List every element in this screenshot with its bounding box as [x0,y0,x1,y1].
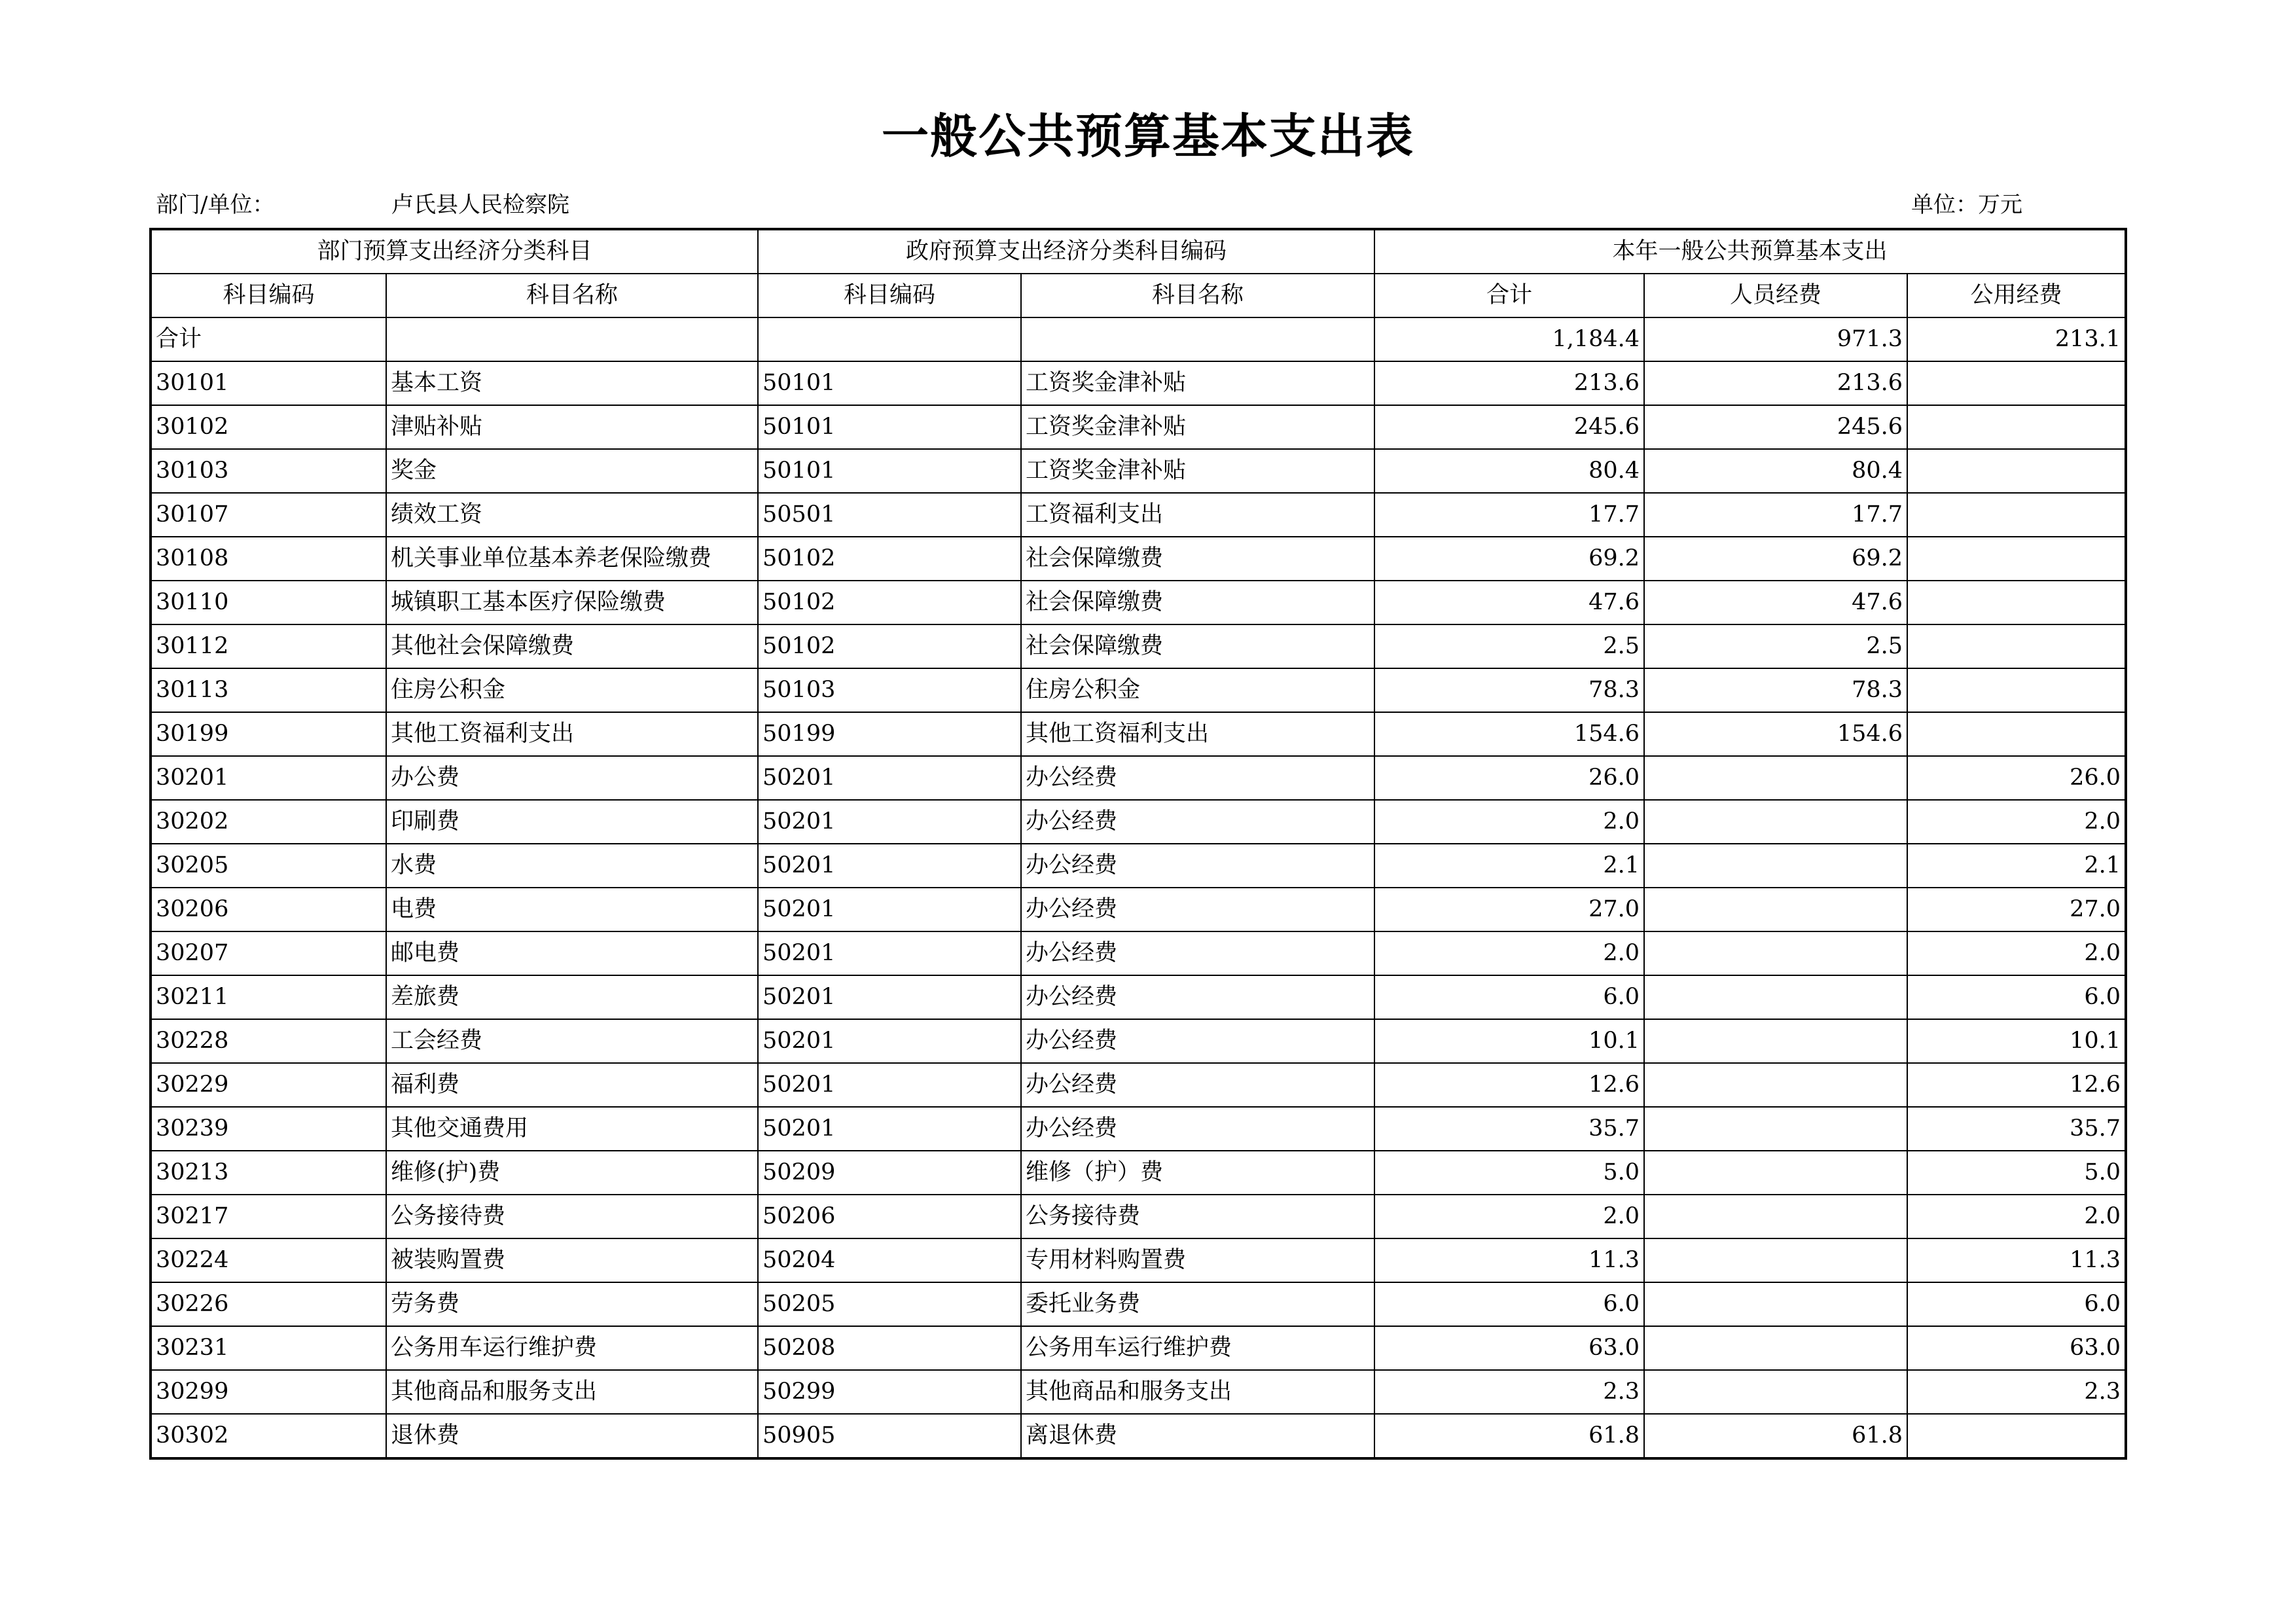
header-dept-code: 科目编码 [151,274,386,317]
total-personnel: 971.3 [1644,317,1907,361]
total-cell: 35.7 [1374,1107,1644,1151]
dept-name-cell: 被装购置费 [386,1238,758,1282]
dept-name-cell: 差旅费 [386,975,758,1019]
gov-name-cell: 工资福利支出 [1021,493,1374,537]
dept-name-cell: 邮电费 [386,931,758,975]
table-row [151,1414,2126,1458]
gov-code-cell: 50209 [758,1151,1021,1195]
dept-name-cell: 印刷费 [386,800,758,844]
gov-code-cell: 50204 [758,1238,1021,1282]
total-public: 213.1 [1907,317,2126,361]
personnel-cell: 213.6 [1644,361,1907,405]
dept-name-cell: 机关事业单位基本养老保险缴费 [386,537,758,581]
total-cell: 213.6 [1374,361,1644,405]
gov-name-cell: 办公经费 [1021,1063,1374,1107]
header-gov-name: 科目名称 [1021,274,1374,317]
dept-code-cell: 30108 [151,537,386,581]
public-cell [1907,537,2126,581]
gov-name-cell: 办公经费 [1021,888,1374,931]
dept-code-cell: 30110 [151,581,386,624]
table-row [151,1019,2126,1063]
gov-code-cell: 50102 [758,581,1021,624]
dept-code-cell: 30213 [151,1151,386,1195]
dept-name-cell: 城镇职工基本医疗保险缴费 [386,581,758,624]
gov-code-cell: 50201 [758,800,1021,844]
total-empty-cell [758,317,1021,361]
personnel-cell [1644,1063,1907,1107]
table-row [151,537,2126,581]
total-cell: 2.3 [1374,1370,1644,1414]
table-row [151,800,2126,844]
gov-code-cell: 50905 [758,1414,1021,1458]
dept-name-cell: 办公费 [386,756,758,800]
gov-name-cell: 其他工资福利支出 [1021,712,1374,756]
gov-code-cell: 50101 [758,405,1021,449]
table-row [151,581,2126,624]
table-row [151,1063,2126,1107]
dept-code-cell: 30205 [151,844,386,888]
public-cell: 27.0 [1907,888,2126,931]
total-empty-cell [1021,317,1374,361]
dept-name-cell: 基本工资 [386,361,758,405]
personnel-cell: 17.7 [1644,493,1907,537]
dept-name-cell: 其他工资福利支出 [386,712,758,756]
gov-code-cell: 50201 [758,931,1021,975]
total-empty-cell [386,317,758,361]
total-cell: 2.1 [1374,844,1644,888]
dept-name-cell: 福利费 [386,1063,758,1107]
table-row [151,668,2126,712]
group-header-expenditure: 本年一般公共预算基本支出 [1374,229,2126,274]
dept-name-cell: 水费 [386,844,758,888]
gov-name-cell: 离退休费 [1021,1414,1374,1458]
gov-name-cell: 工资奖金津补贴 [1021,361,1374,405]
public-cell: 26.0 [1907,756,2126,800]
dept-label: 部门/单位： [156,192,275,218]
group-header-dept: 部门预算支出经济分类科目 [151,229,758,274]
dept-code-cell: 30211 [151,975,386,1019]
public-cell [1907,361,2126,405]
personnel-cell [1644,1326,1907,1370]
dept-code-cell: 30113 [151,668,386,712]
dept-name-cell: 维修(护)费 [386,1151,758,1195]
table-row [151,493,2126,537]
gov-name-cell: 办公经费 [1021,844,1374,888]
personnel-cell: 61.8 [1644,1414,1907,1458]
table-row [151,931,2126,975]
gov-code-cell: 50205 [758,1282,1021,1326]
gov-name-cell: 公务接待费 [1021,1195,1374,1238]
total-cell: 2.0 [1374,1195,1644,1238]
personnel-cell [1644,1195,1907,1238]
gov-name-cell: 住房公积金 [1021,668,1374,712]
dept-name-cell: 劳务费 [386,1282,758,1326]
gov-code-cell: 50201 [758,975,1021,1019]
personnel-cell [1644,1019,1907,1063]
dept-code-cell: 30231 [151,1326,386,1370]
gov-code-cell: 50103 [758,668,1021,712]
gov-name-cell: 办公经费 [1021,1019,1374,1063]
gov-name-cell: 专用材料购置费 [1021,1238,1374,1282]
dept-code-cell: 30202 [151,800,386,844]
total-cell: 245.6 [1374,405,1644,449]
gov-code-cell: 50102 [758,624,1021,668]
total-cell: 17.7 [1374,493,1644,537]
header-public: 公用经费 [1907,274,2126,317]
gov-name-cell: 社会保障缴费 [1021,537,1374,581]
gov-code-cell: 50208 [758,1326,1021,1370]
dept-code-cell: 30302 [151,1414,386,1458]
table-row [151,756,2126,800]
total-cell: 69.2 [1374,537,1644,581]
table-row [151,1151,2126,1195]
gov-name-cell: 办公经费 [1021,975,1374,1019]
personnel-cell [1644,800,1907,844]
total-cell: 27.0 [1374,888,1644,931]
gov-name-cell: 委托业务费 [1021,1282,1374,1326]
page-title: 一般公共预算基本支出表 [881,108,1414,164]
public-cell: 6.0 [1907,975,2126,1019]
personnel-cell: 80.4 [1644,449,1907,493]
dept-name-cell: 津贴补贴 [386,405,758,449]
total-cell: 6.0 [1374,975,1644,1019]
personnel-cell: 47.6 [1644,581,1907,624]
dept-name-cell: 公务用车运行维护费 [386,1326,758,1370]
table-row [151,405,2126,449]
dept-name-cell: 绩效工资 [386,493,758,537]
table-row [151,1282,2126,1326]
total-cell: 80.4 [1374,449,1644,493]
public-cell: 35.7 [1907,1107,2126,1151]
personnel-cell [1644,1151,1907,1195]
table-row [151,361,2126,405]
gov-code-cell: 50206 [758,1195,1021,1238]
header-personnel: 人员经费 [1644,274,1907,317]
gov-name-cell: 维修（护）费 [1021,1151,1374,1195]
dept-code-cell: 30224 [151,1238,386,1282]
personnel-cell [1644,975,1907,1019]
personnel-cell: 2.5 [1644,624,1907,668]
personnel-cell [1644,1282,1907,1326]
total-cell: 2.0 [1374,800,1644,844]
gov-code-cell: 50201 [758,888,1021,931]
header-total: 合计 [1374,274,1644,317]
personnel-cell: 154.6 [1644,712,1907,756]
table-row [151,1107,2126,1151]
total-cell: 154.6 [1374,712,1644,756]
unit-label: 单位：万元 [1911,192,2022,218]
dept-code-cell: 30103 [151,449,386,493]
personnel-cell [1644,1107,1907,1151]
public-cell: 6.0 [1907,1282,2126,1326]
table-row [151,888,2126,931]
total-cell: 63.0 [1374,1326,1644,1370]
header-gov-code: 科目编码 [758,274,1021,317]
group-header-gov: 政府预算支出经济分类科目编码 [758,229,1374,274]
total-cell: 2.5 [1374,624,1644,668]
public-cell: 2.1 [1907,844,2126,888]
dept-code-cell: 30299 [151,1370,386,1414]
dept-name-cell: 电费 [386,888,758,931]
public-cell [1907,712,2126,756]
table-row [151,1195,2126,1238]
table-row [151,712,2126,756]
table-row [151,1370,2126,1414]
public-cell: 2.3 [1907,1370,2126,1414]
dept-name-cell: 其他社会保障缴费 [386,624,758,668]
gov-code-cell: 50101 [758,449,1021,493]
dept-code-cell: 30206 [151,888,386,931]
personnel-cell: 78.3 [1644,668,1907,712]
total-cell: 78.3 [1374,668,1644,712]
total-cell: 11.3 [1374,1238,1644,1282]
dept-code-cell: 30101 [151,361,386,405]
total-cell: 47.6 [1374,581,1644,624]
gov-name-cell: 办公经费 [1021,756,1374,800]
gov-name-cell: 其他商品和服务支出 [1021,1370,1374,1414]
public-cell [1907,493,2126,537]
gov-name-cell: 公务用车运行维护费 [1021,1326,1374,1370]
total-cell: 61.8 [1374,1414,1644,1458]
public-cell: 12.6 [1907,1063,2126,1107]
dept-code-cell: 30107 [151,493,386,537]
table-row [151,624,2126,668]
public-cell: 2.0 [1907,800,2126,844]
dept-value: 卢氏县人民检察院 [391,192,569,218]
public-cell [1907,405,2126,449]
public-cell: 63.0 [1907,1326,2126,1370]
dept-code-cell: 30239 [151,1107,386,1151]
gov-code-cell: 50201 [758,1107,1021,1151]
dept-code-cell: 30102 [151,405,386,449]
total-cell: 12.6 [1374,1063,1644,1107]
total-cell: 2.0 [1374,931,1644,975]
gov-name-cell: 工资奖金津补贴 [1021,405,1374,449]
gov-code-cell: 50102 [758,537,1021,581]
gov-code-cell: 50201 [758,756,1021,800]
total-cell: 26.0 [1374,756,1644,800]
gov-code-cell: 50199 [758,712,1021,756]
dept-name-cell: 工会经费 [386,1019,758,1063]
sub-header-row [151,274,2126,317]
public-cell [1907,449,2126,493]
total-cell: 5.0 [1374,1151,1644,1195]
gov-name-cell: 社会保障缴费 [1021,581,1374,624]
dept-code-cell: 30207 [151,931,386,975]
personnel-cell [1644,888,1907,931]
dept-name-cell: 退休费 [386,1414,758,1458]
gov-code-cell: 50501 [758,493,1021,537]
table-row [151,1326,2126,1370]
gov-name-cell: 办公经费 [1021,800,1374,844]
gov-name-cell: 工资奖金津补贴 [1021,449,1374,493]
group-header-row [151,229,2126,274]
gov-code-cell: 50201 [758,1063,1021,1107]
personnel-cell: 69.2 [1644,537,1907,581]
table-row [151,449,2126,493]
dept-name-cell: 奖金 [386,449,758,493]
dept-code-cell: 30199 [151,712,386,756]
personnel-cell [1644,1370,1907,1414]
total-row [151,317,2126,361]
gov-code-cell: 50299 [758,1370,1021,1414]
dept-code-cell: 30226 [151,1282,386,1326]
dept-name-cell: 公务接待费 [386,1195,758,1238]
public-cell: 2.0 [1907,1195,2126,1238]
dept-name-cell: 其他商品和服务支出 [386,1370,758,1414]
total-sum: 1,184.4 [1374,317,1644,361]
gov-code-cell: 50201 [758,844,1021,888]
gov-name-cell: 办公经费 [1021,931,1374,975]
gov-name-cell: 社会保障缴费 [1021,624,1374,668]
personnel-cell: 245.6 [1644,405,1907,449]
total-cell: 10.1 [1374,1019,1644,1063]
public-cell: 10.1 [1907,1019,2126,1063]
table-row [151,975,2126,1019]
dept-code-cell: 30217 [151,1195,386,1238]
gov-code-cell: 50101 [758,361,1021,405]
personnel-cell [1644,756,1907,800]
dept-name-cell: 住房公积金 [386,668,758,712]
public-cell: 5.0 [1907,1151,2126,1195]
personnel-cell [1644,844,1907,888]
personnel-cell [1644,931,1907,975]
personnel-cell [1644,1238,1907,1282]
public-cell: 2.0 [1907,931,2126,975]
public-cell [1907,1414,2126,1458]
table-row [151,844,2126,888]
public-cell [1907,624,2126,668]
public-cell [1907,581,2126,624]
budget-table [149,228,2127,1460]
total-label: 合计 [151,317,386,361]
public-cell [1907,668,2126,712]
dept-name-cell: 其他交通费用 [386,1107,758,1151]
header-dept-name: 科目名称 [386,274,758,317]
gov-code-cell: 50201 [758,1019,1021,1063]
dept-code-cell: 30201 [151,756,386,800]
dept-code-cell: 30112 [151,624,386,668]
public-cell: 11.3 [1907,1238,2126,1282]
table-row [151,1238,2126,1282]
dept-code-cell: 30229 [151,1063,386,1107]
dept-code-cell: 30228 [151,1019,386,1063]
total-cell: 6.0 [1374,1282,1644,1326]
gov-name-cell: 办公经费 [1021,1107,1374,1151]
